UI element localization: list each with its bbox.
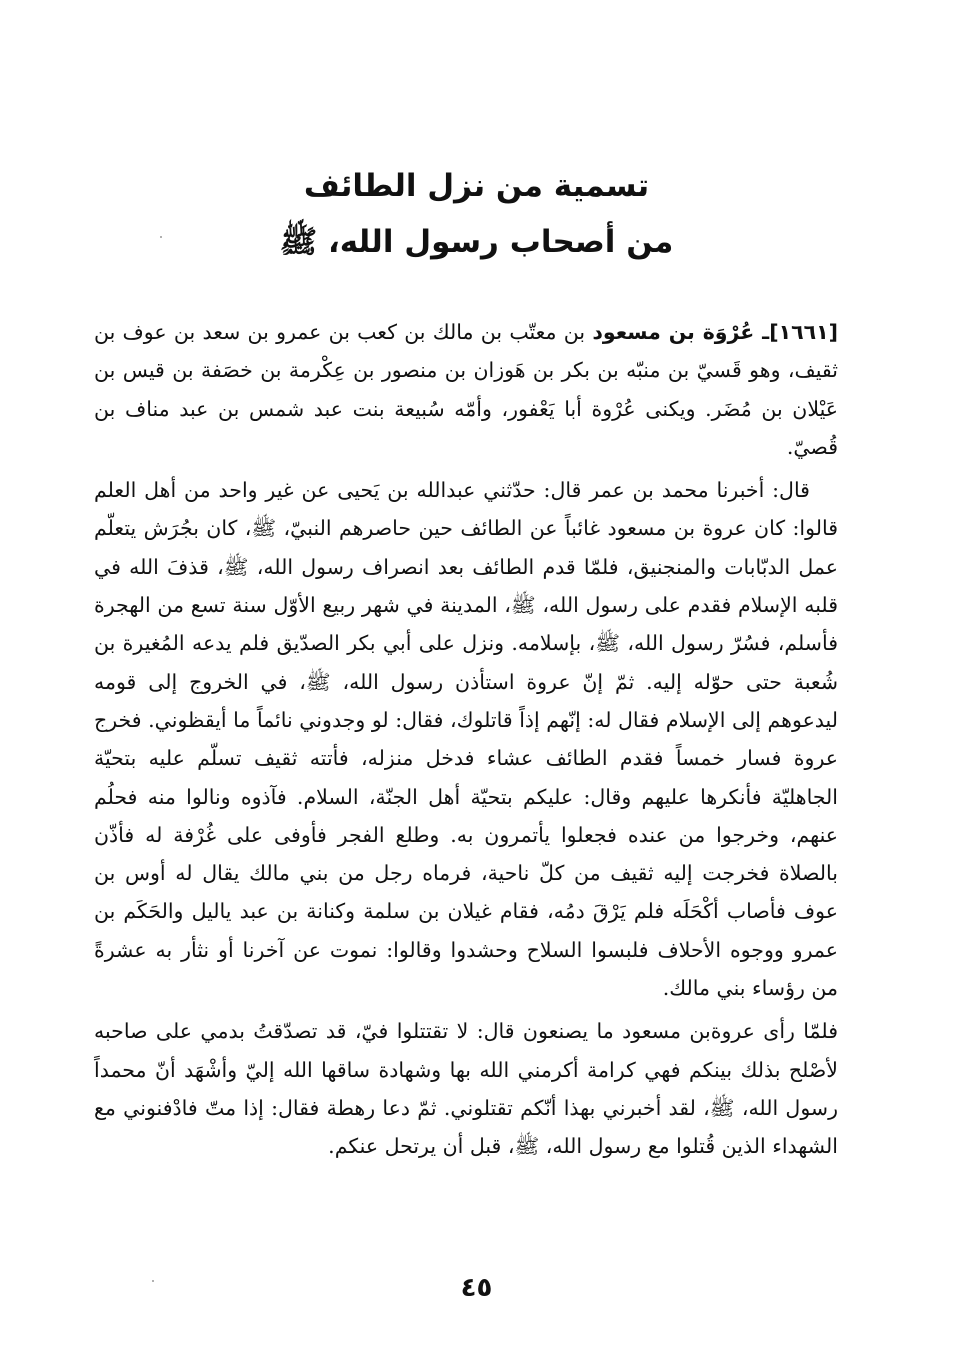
page-number: ٤٥ [460, 1273, 493, 1303]
entry-number: [١٦٦١] [769, 320, 838, 344]
chapter-heading [90, 158, 863, 270]
entry-name: ـ عُرْوَة بن مسعود [592, 320, 770, 344]
heading-line-1: تسمية من نزل الطائف [303, 168, 650, 204]
paper-speck [160, 236, 162, 238]
paper-speck [152, 1280, 154, 1282]
paragraph: قال: أخبرنا محمد بن عمر قال: حدّثني عبدالله بن يَحيى عن غير واحد من أهل العلم قالوا: كان عروة بن مسعود غائباً عن الطائف حين حاصرهم النبيّ، ﷺ، كان بجُرَش يتعلّم عمل الدبّابات والمنجنيق، فلمّا قدم الطائف بعد انصراف رسول الله، ﷺ، قذفَ الله في قلبه الإسلام فقدم على رسول الله، ﷺ، المدينة في شهر ربيع الأوّل سنة تسع من الهجرة فأسلم، فسُرّ رسول الله، ﷺ، بإسلامه. ونزل على أبي بكر الصدّيق فلم يدعه المُغيرة بن شُعبة حتى حوّله إليه. ثمّ إنّ عروة استأذن رسول الله، ﷺ، في الخروج إلى قومه ليدعوهم إلى الإسلام فقال له: إنّهم إذاً قاتلوك، فقال: لو وجدوني نائماً ما أيقظوني. فخرج عروة فسار خمساً فقدم الطائف عشاء فدخل منزله، فأتته ثقيف تسلّم عليه بتحيّة الجاهليّة فأنكرها عليهم وقال: عليكم بتحيّة أهل الجنّة، السلام. فآذوه ونالوا منه فحلُم عنهم، وخرجوا من عنده فجعلوا يأتمرون به. وطلع الفجر فأوفى على غُرْفة له فأذّن بالصلاة فخرجت إليه ثقيف من كلّ ناحية، فرماه رجل من بني مالك يقال له أوس بن عوف فأصاب أكْحَلَه فلم يَرْقَ دمُه، فقام غيلان بن سلمة وكنانة بن عبد ياليل والحَكَم بن عمرو ووجوه الأحلاف فلبسوا السلاح وحشدوا وقالوا: نموت عن آخرنا أو نثأر به عشرةً من رؤساء بني مالك. [94, 478, 838, 1001]
body-text [94, 313, 838, 1171]
paragraph: فلمّا رأى عروةبن مسعود ما يصنعون قال: لا تقتتلوا فيّ، قد تصدّقتُ بدمي على صاحبه لأصْلح بذلك بينكم فهي كرامة أكرمني الله بها وشهادة ساقها الله إليّ وأشْهَد أنّ محمداً رسول الله، ﷺ، لقد أخبرني بهذا أنّكم تقتلوني. ثمّ دعا رهطة فقال: إذا متّ فادْفنوني مع الشهداء الذين قُتلوا مع رسول الله، ﷺ، قبل أن يرتحل عنكم. [94, 1019, 838, 1159]
heading-line-2: من أصحاب رسول الله، ﷺ [279, 224, 674, 260]
entry-lineage: بن معتّب بن مالك بن كعب بن عمرو بن سعد بن عوف بن ثقيف، وهو قَسيّ بن منبّه بن بكر بن هَوزان بن منصور بن عِكْرمة بن خصَفة بن قيس بن عَيْلان بن مُضَر. ويكنى عُرْوة أبا يَعْفور، وأمّه سُبيعة بنت عبد شمس بن عبد مناف بن قُصيّ. [94, 320, 838, 459]
biography-entry [94, 313, 838, 466]
